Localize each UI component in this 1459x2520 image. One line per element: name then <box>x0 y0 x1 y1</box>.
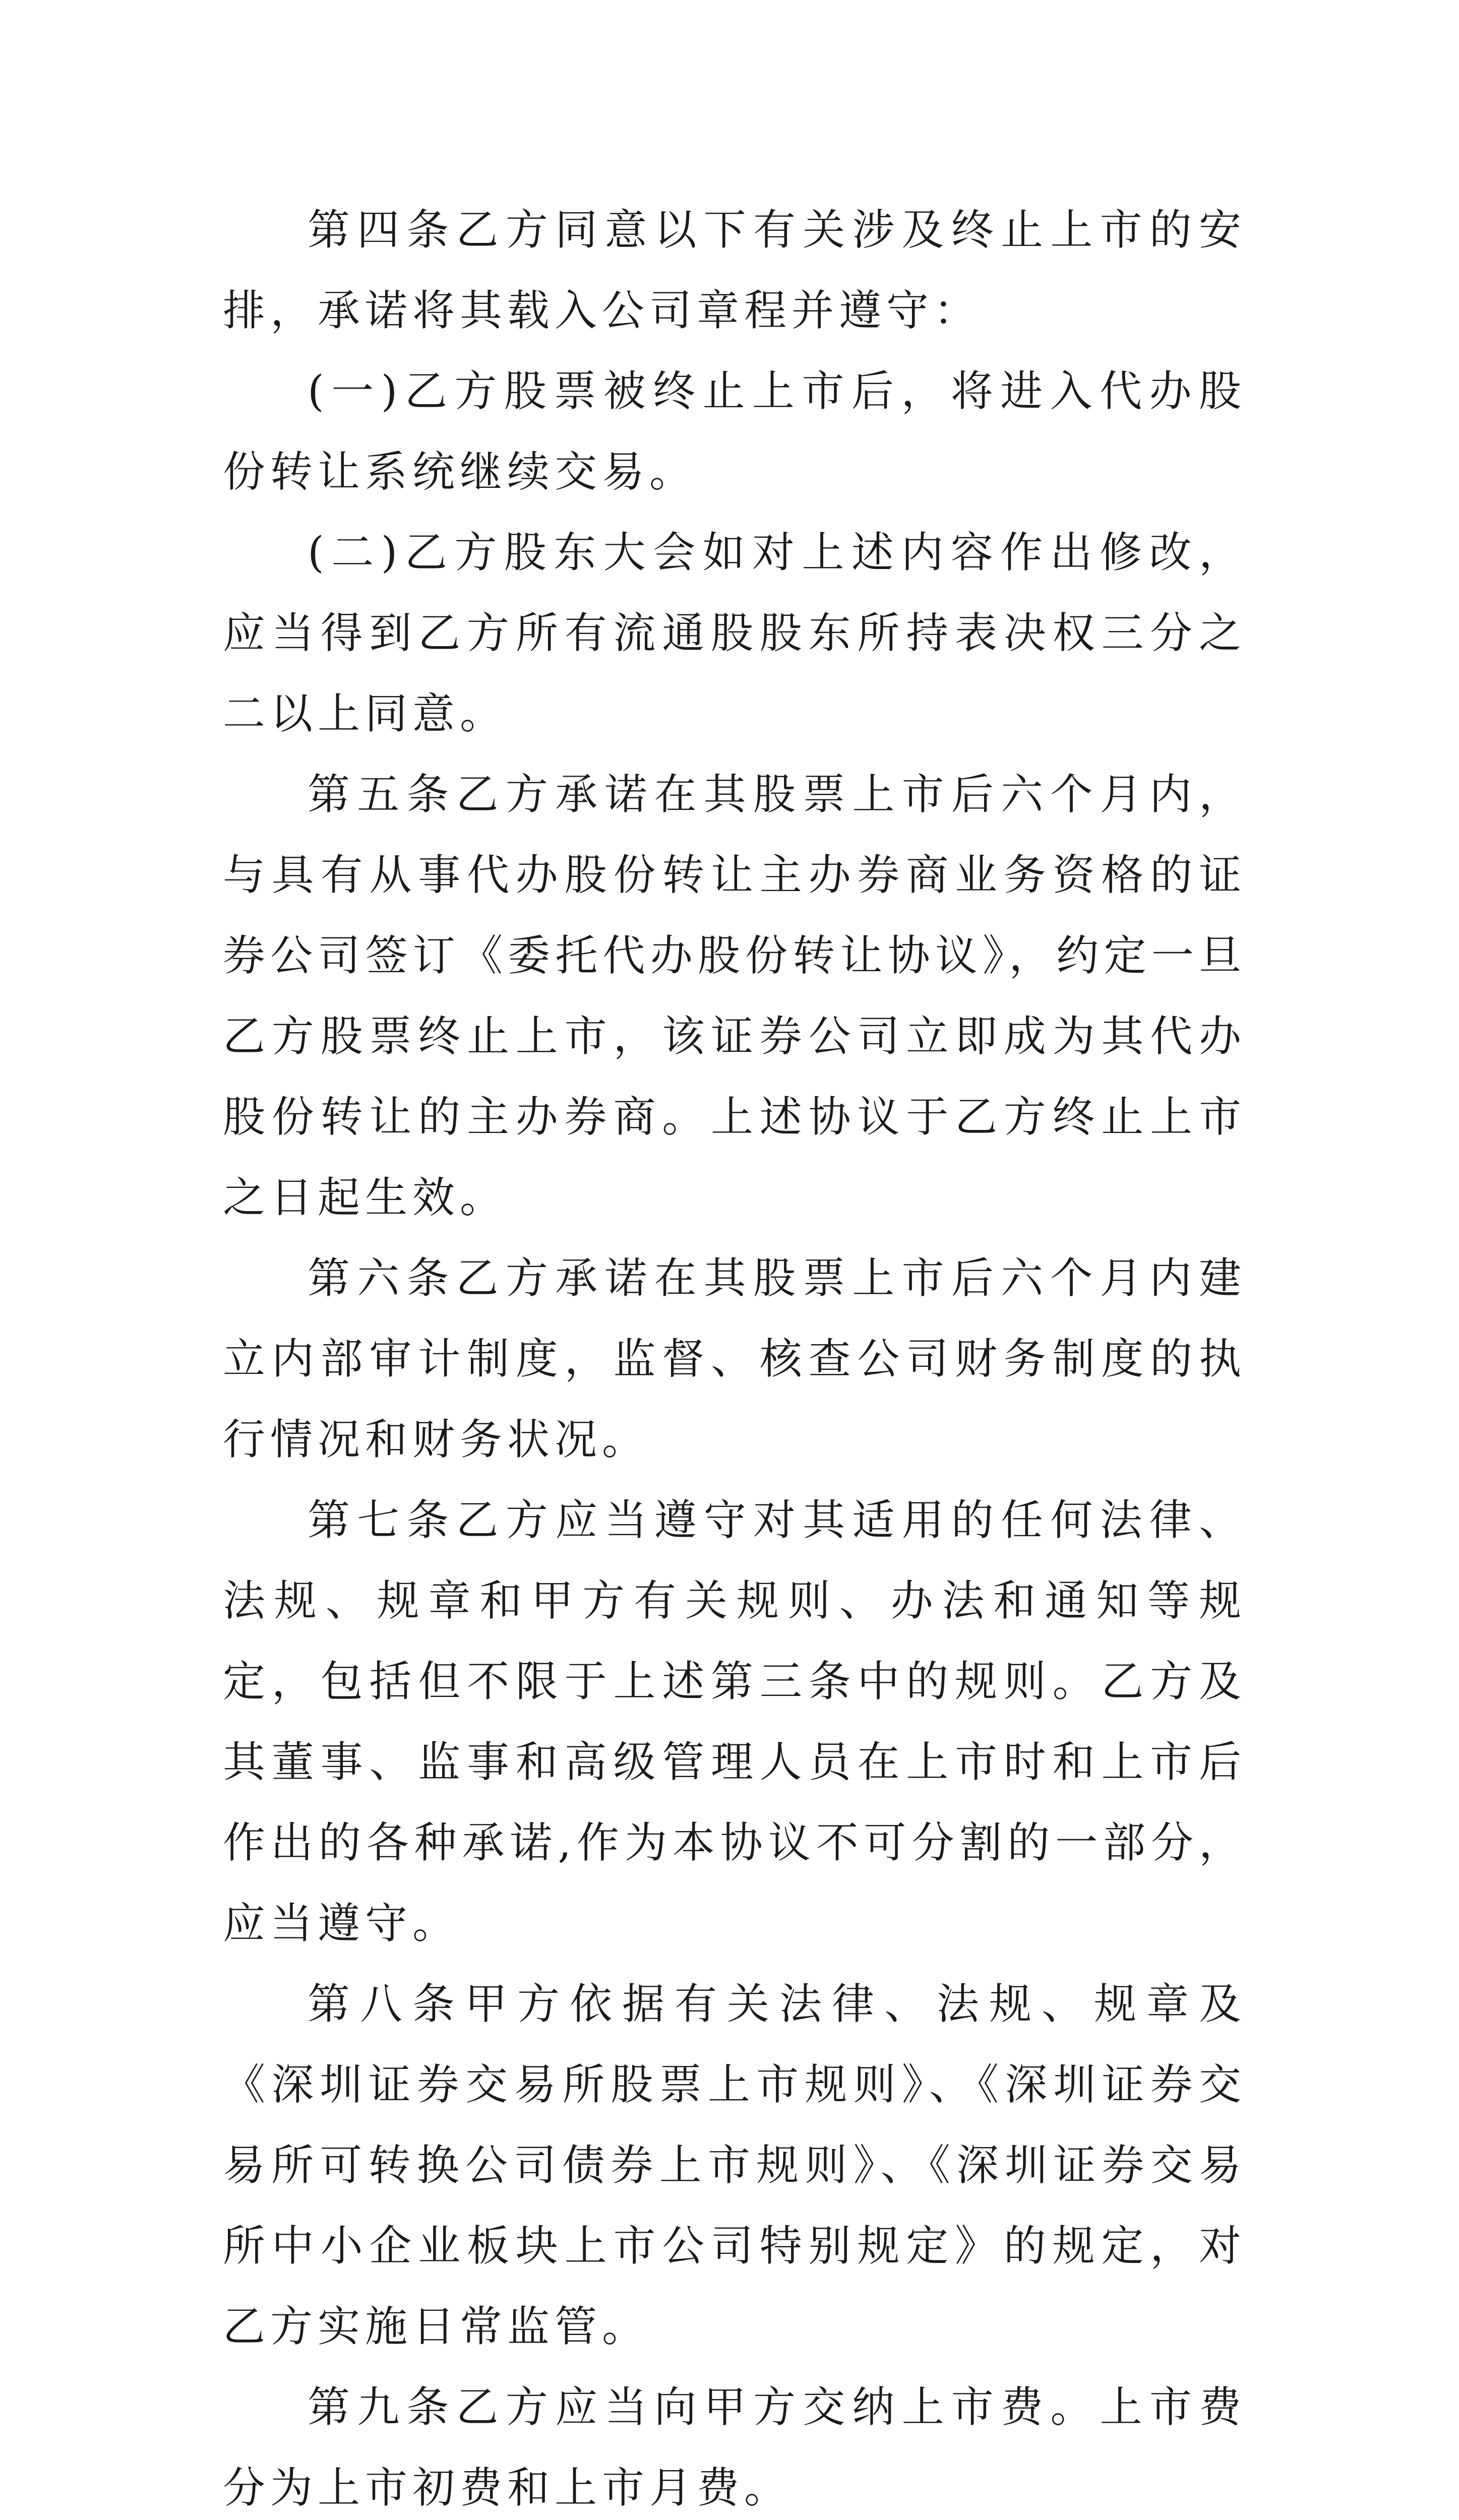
paragraph-article-8: 第八条甲方依据有关法律、法规、规章及《深圳证券交易所股票上市规则》、《深圳证券交易所可转换公司债券上市规则》、《深圳证券交易所中小企业板块上市公司特别规定》的规定，对乙方实施日常监管。 <box>223 1979 1246 2351</box>
paragraph-article-5: 第五条乙方承诺在其股票上市后六个月内，与具有从事代办股份转让主办券商业务资格的证券公司签订《委托代办股份转让协议》，约定一旦乙方股票终止上市，该证券公司立即成为其代办股份转让的主办券商。上述协议于乙方终止上市之日起生效。 <box>223 770 1246 1222</box>
paragraph-article-7: 第七条乙方应当遵守对其适用的任何法律、法规、规章和甲方有关规则、办法和通知等规定，包括但不限于上述第三条中的规则。乙方及其董事、监事和高级管理人员在上市时和上市后作出的各种承诺,作为本协议不可分割的一部分，应当遵守。 <box>223 1495 1246 1948</box>
paragraph-item-2: (二)乙方股东大会如对上述内容作出修改，应当得到乙方所有流通股股东所持表决权三分之二以上同意。 <box>223 528 1246 738</box>
paragraph-article-6: 第六条乙方承诺在其股票上市后六个月内建立内部审计制度，监督、核查公司财务制度的执行情况和财务状况。 <box>223 1253 1246 1464</box>
paragraph-item-1: (一)乙方股票被终止上市后，将进入代办股份转让系统继续交易。 <box>223 366 1246 496</box>
paragraph-article-9: 第九条乙方应当向甲方交纳上市费。上市费分为上市初费和上市月费。 <box>223 2382 1246 2512</box>
paragraph-article-4: 第四条乙方同意以下有关涉及终止上市的安排，承诺将其载入公司章程并遵守： <box>223 205 1246 335</box>
document-body <box>223 190 1246 2520</box>
